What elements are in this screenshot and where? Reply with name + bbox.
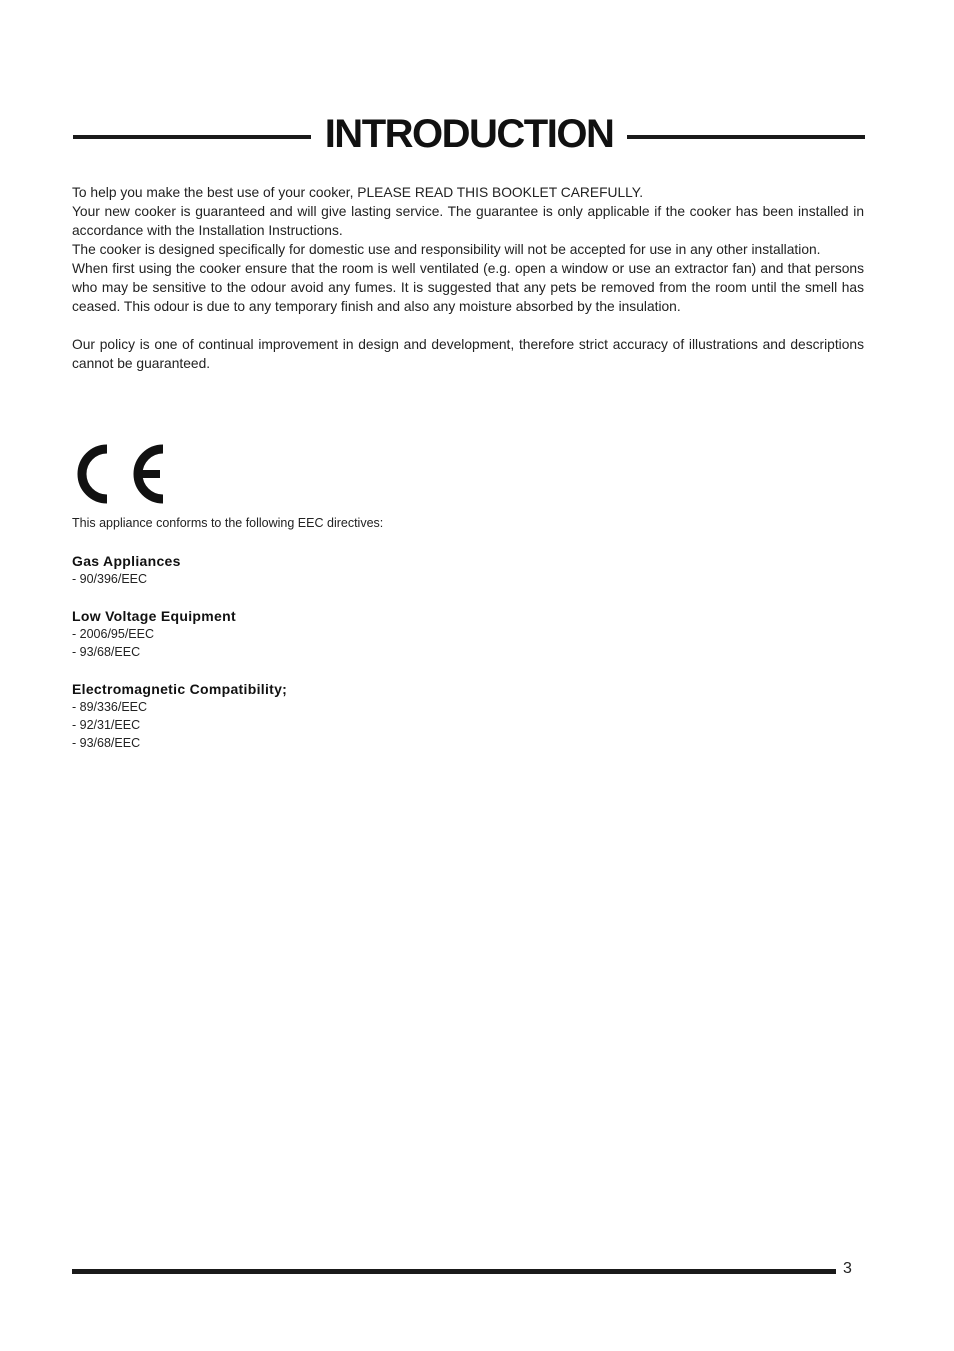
directive-item: - 93/68/EEC — [72, 645, 141, 659]
directive-item: - 92/31/EEC — [72, 718, 141, 732]
directive-group-emc — [72, 680, 472, 752]
intro-paragraph: Your new cooker is guaranteed and will give lasting service. The guarantee is only applicable if the cooker has been installed in accordance with the Installation Instructions. — [72, 204, 864, 238]
policy-paragraph: Our policy is one of continual improvement in design and development, therefore strict accuracy of illustrations and descriptions cannot be guaranteed. — [72, 337, 864, 371]
directive-item: - 89/336/EEC — [72, 700, 148, 714]
conformity-statement: This appliance conforms to the following EEC directives: — [72, 516, 384, 530]
footer-rule — [72, 1269, 836, 1274]
page-title: INTRODUCTION — [324, 112, 614, 156]
directive-title: Low Voltage Equipment — [72, 608, 236, 624]
title-row — [73, 108, 865, 160]
intro-paragraph: The cooker is designed specifically for domestic use and responsibility will not be accepted for use in any other installation. — [72, 242, 821, 257]
directive-title: Gas Appliances — [72, 553, 181, 569]
ce-mark-icon — [72, 439, 166, 509]
directive-group-gas — [72, 552, 472, 588]
directives-list — [72, 552, 472, 771]
intro-paragraph: To help you make the best use of your cooker, PLEASE READ THIS BOOKLET CAREFULLY. — [72, 185, 644, 200]
title-rule-right — [627, 135, 865, 139]
page-number: 3 — [843, 1260, 852, 1277]
directive-group-low-voltage — [72, 607, 472, 661]
directive-item: - 2006/95/EEC — [72, 627, 154, 641]
directive-title: Electromagnetic Compatibility; — [72, 681, 288, 697]
intro-text — [72, 183, 864, 373]
directive-item: - 93/68/EEC — [72, 736, 141, 750]
title-rule-left — [73, 135, 311, 139]
directive-item: - 90/396/EEC — [72, 572, 148, 586]
intro-paragraph: When first using the cooker ensure that the room is well ventilated (e.g. open a window or use an extractor fan) and that persons who may be sensitive to the odour avoid any fumes. It is suggested that any pets be removed from the room until the smell has ceased. This odour is due to any temporary finish and also any moisture absorbed by the insulation. — [72, 261, 864, 314]
